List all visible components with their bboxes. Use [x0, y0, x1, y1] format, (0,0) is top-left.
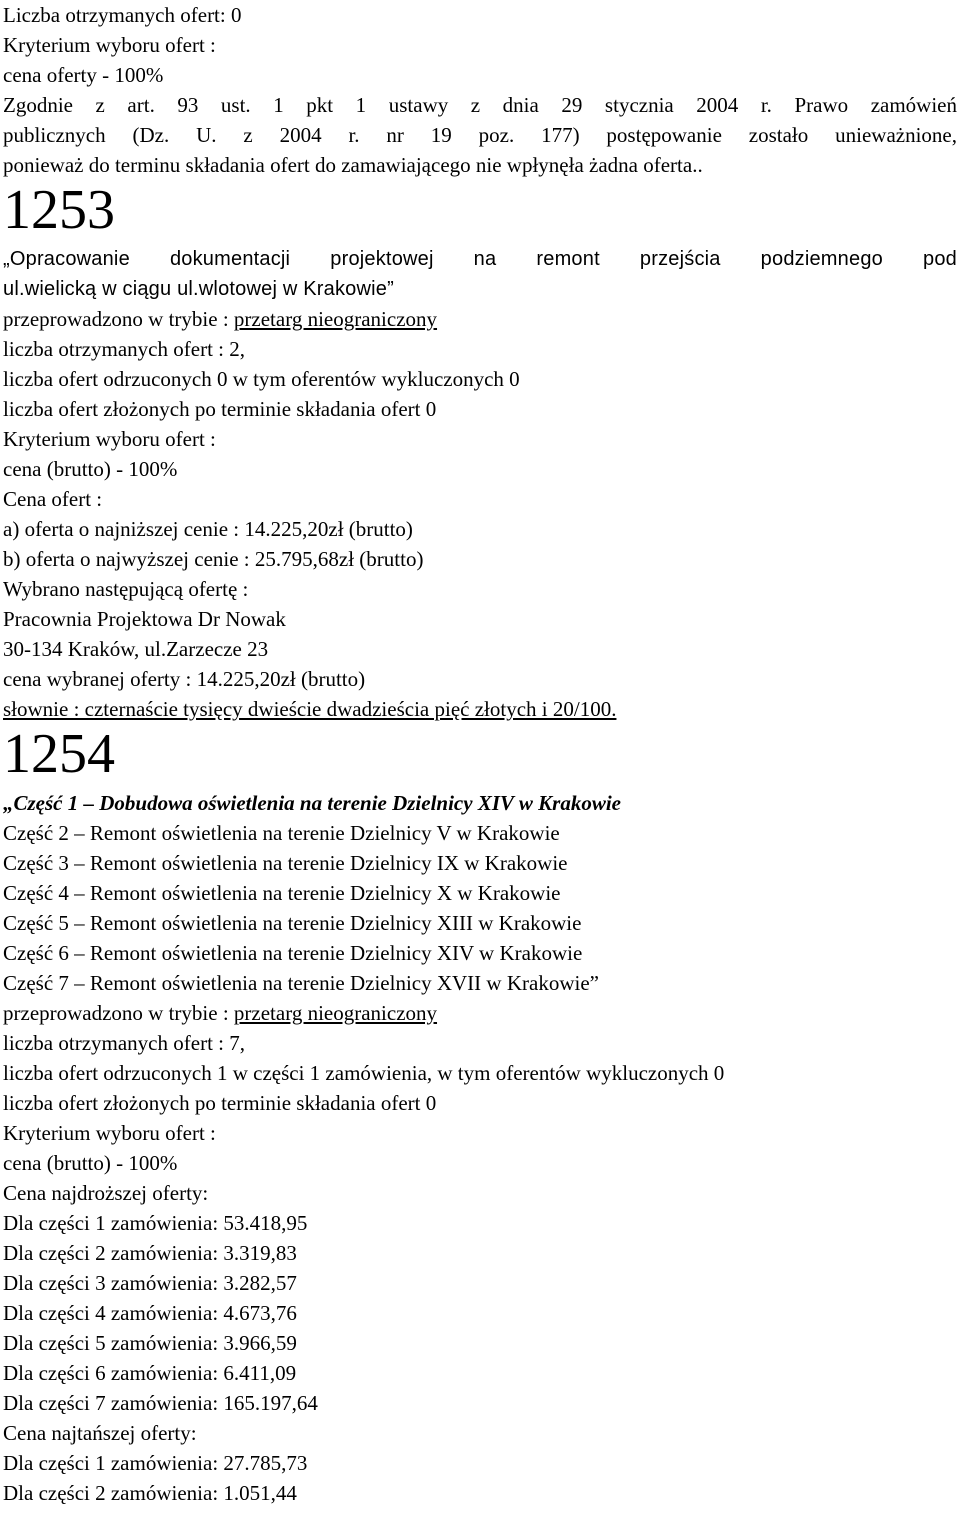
detail-line: Cena najdroższej oferty:: [3, 1181, 209, 1205]
part-line: Część 3 – Remont oświetlenia na terenie Dzielnicy IX w Krakowie: [3, 851, 568, 875]
section-number: 1253: [3, 179, 115, 241]
detail-line: liczba ofert złożonych po terminie składania ofert 0: [3, 1091, 437, 1115]
part-line: Część 7 – Remont oświetlenia na terenie Dzielnicy XVII w Krakowie”: [3, 971, 599, 995]
detail-line: Wybrano następującą ofertę :: [3, 577, 249, 601]
detail-line: Dla części 5 zamówienia: 3.966,59: [3, 1331, 297, 1355]
part-line: Część 6 – Remont oświetlenia na terenie Dzielnicy XIV w Krakowie: [3, 941, 583, 965]
detail-line: Dla części 6 zamówienia: 6.411,09: [3, 1361, 297, 1385]
detail-line: Kryterium wyboru ofert :: [3, 1121, 216, 1145]
annulment-line-1: Zgodnie z art. 93 ust. 1 pkt 1 ustawy z dnia 29 stycznia 2004 r. Prawo zamówień: [3, 93, 957, 117]
detail-line: Dla części 4 zamówienia: 4.673,76: [3, 1301, 297, 1325]
detail-line: cena wybranej oferty : 14.225,20zł (brutto): [3, 667, 366, 691]
amount-in-words: słownie : czternaście tysięcy dwieście dwadzieścia pięć złotych i 20/100.: [3, 697, 617, 721]
section-title-line-1: „Opracowanie dokumentacji projektowej na remont przejścia podziemnego pod: [3, 248, 957, 270]
procedure-mode-label: przeprowadzono w trybie :: [3, 307, 234, 331]
procedure-mode-line: [3, 998, 957, 1028]
detail-line: Dla części 2 zamówienia: 1.051,44: [3, 1481, 297, 1505]
detail-line: cena (brutto) - 100%: [3, 457, 178, 481]
detail-line: b) oferta o najwyższej cenie : 25.795,68zł (brutto): [3, 547, 424, 571]
part-line: Część 4 – Remont oświetlenia na terenie Dzielnicy X w Krakowie: [3, 881, 561, 905]
part-1-title: „Część 1 – Dobudowa oświetlenia na terenie Dzielnicy XIV w Krakowie: [3, 791, 621, 815]
detail-line: Pracownia Projektowa Dr Nowak: [3, 607, 286, 631]
section-title-line-2: ul.wielicką w ciągu ul.wlotowej w Krakowie”: [3, 278, 394, 300]
document-page: [3, 0, 957, 1508]
detail-line: liczba ofert odrzuconych 1 w części 1 zamówienia, w tym oferentów wykluczonych 0: [3, 1061, 725, 1085]
procedure-mode-link[interactable]: przetarg nieograniczony: [233, 1001, 438, 1025]
annulment-line-3: ponieważ do terminu składania ofert do zamawiającego nie wpłynęła żadna oferta..: [3, 153, 703, 177]
detail-line: Dla części 3 zamówienia: 3.282,57: [3, 1271, 297, 1295]
detail-line: Cena ofert :: [3, 487, 103, 511]
detail-line: Cena najtańszej oferty:: [3, 1421, 197, 1445]
procedure-mode-link[interactable]: przetarg nieograniczony: [233, 307, 438, 331]
procedure-mode-label: przeprowadzono w trybie :: [3, 1001, 234, 1025]
section-number: 1254: [3, 723, 115, 785]
offers-count-line: Liczba otrzymanych ofert: 0: [3, 3, 242, 27]
detail-line: a) oferta o najniższej cenie : 14.225,20zł (brutto): [3, 517, 413, 541]
criteria-value: cena oferty - 100%: [3, 63, 164, 87]
detail-line: Dla części 1 zamówienia: 27.785,73: [3, 1451, 308, 1475]
part-line: Część 2 – Remont oświetlenia na terenie Dzielnicy V w Krakowie: [3, 821, 560, 845]
detail-line: Dla części 7 zamówienia: 165.197,64: [3, 1391, 318, 1415]
section-1253: [3, 180, 957, 724]
annulment-line-2: publicznych (Dz. U. z 2004 r. nr 19 poz. 177) postępowanie zostało unieważnione,: [3, 123, 957, 147]
criteria-label: Kryterium wyboru ofert :: [3, 33, 216, 57]
part-line: Część 5 – Remont oświetlenia na terenie Dzielnicy XIII w Krakowie: [3, 911, 582, 935]
detail-line: 30-134 Kraków, ul.Zarzecze 23: [3, 637, 269, 661]
detail-line: Dla części 2 zamówienia: 3.319,83: [3, 1241, 297, 1265]
detail-line: Kryterium wyboru ofert :: [3, 427, 216, 451]
detail-line: liczba otrzymanych ofert : 7,: [3, 1031, 245, 1055]
detail-line: liczba ofert złożonych po terminie składania ofert 0: [3, 397, 437, 421]
detail-line: cena (brutto) - 100%: [3, 1151, 178, 1175]
detail-line: Dla części 1 zamówienia: 53.418,95: [3, 1211, 308, 1235]
procedure-mode-line: [3, 304, 957, 334]
top-section: [3, 0, 957, 180]
amount-in-words-line: [3, 694, 957, 724]
section-1254: [3, 724, 957, 1508]
detail-line: liczba otrzymanych ofert : 2,: [3, 337, 245, 361]
detail-line: liczba ofert odrzuconych 0 w tym oferentów wykluczonych 0: [3, 367, 520, 391]
